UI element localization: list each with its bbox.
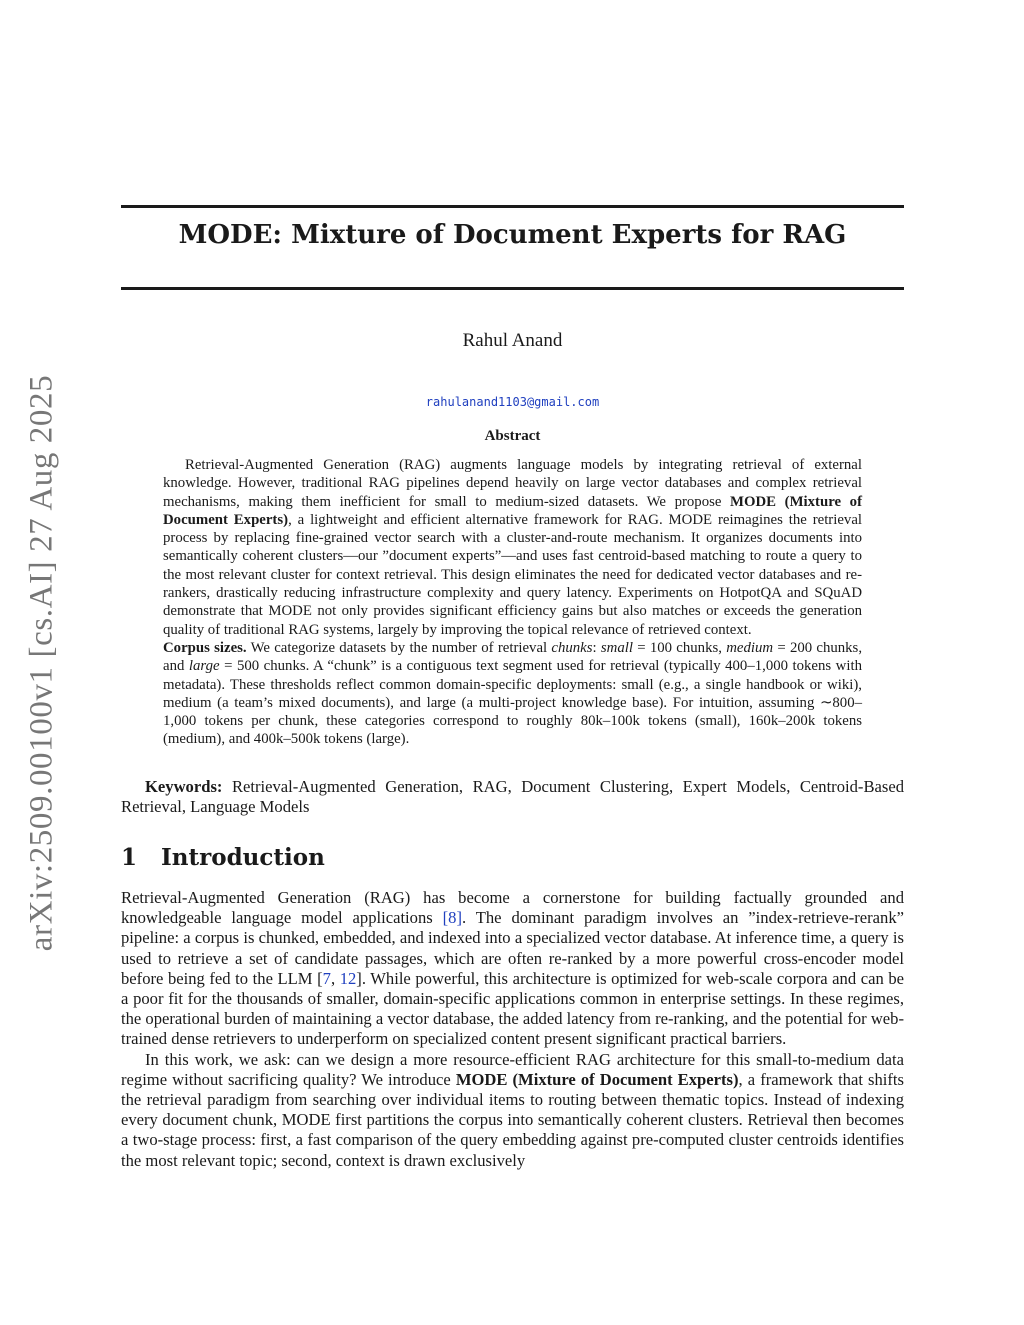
- abstract-text: , a lightweight and efficient alternative framework for RAG. MODE reimagines the retrieval process by replacing fine-grained vector search with a cluster-and-route mechanism. It organizes documents into semantically coherent clusters—our ”document experts”—and uses fast centroid-based matching to route a query to the most relevant cluster for context retrieval. This design eliminates the need for dedicated vector databases and re-rankers, drastically reducing infrastructure complexity and query latency. Experiments on HotpotQA and SQuAD demonstrate that MODE not only provides significant efficiency gains but also matches or exceeds the generation quality of traditional RAG systems, largely by improving the topical relevance of retrieved context.: [163, 511, 862, 638]
- section-number: 1: [121, 844, 138, 871]
- abstract-mode-name: MODE (Mixture of Document Experts): [163, 493, 862, 528]
- intro-text: ,: [330, 968, 340, 988]
- corpus-sizes-paragraph: [163, 639, 862, 749]
- corpus-text: = 500 chunks. A “chunk” is a contiguous text segment used for retrieval (typically 400–1,000 tokens with metadata). These thresholds reflect common domain-specific deployments: small (e.g., a single handbook or wiki), medium (a team’s mixed documents), and large (a multi-project knowledge base). For intuition, assuming ∼800–1,000 tokens per chunk, these categories correspond to roughly 80k–100k tokens (small), 160k–200k tokens (medium), and 400k–500k tokens (large).: [163, 658, 862, 748]
- keywords-text: Retrieval-Augmented Generation, RAG, Document Clustering, Expert Models, Centroid-Based Retrieval, Language Models: [121, 777, 904, 816]
- corpus-term-large: large: [188, 658, 220, 675]
- intro-paragraph-2: [121, 1050, 904, 1171]
- corpus-term-chunks: chunks: [551, 639, 593, 656]
- citation-link[interactable]: [8]: [442, 908, 462, 928]
- corpus-text: = 200 chunks, and: [163, 639, 863, 675]
- abstract-paragraph: [163, 456, 862, 639]
- paper-title: MODE: Mixture of Document Experts for RAG: [178, 220, 847, 250]
- intro-text: , a framework that shifts the retrieval paradigm from searching over individual items to routing between thematic topics. Instead of indexing every document chunk, MODE first partitions the corpus into semantically coherent clusters. Retrieval then becomes a two-stage process: first, a fast comparison of the query embedding against pre-computed cluster centroids identifies the most relevant topic; second, context is drawn exclusively: [121, 1069, 904, 1170]
- corpus-text: We categorize datasets by the number of retrieval: [246, 639, 552, 656]
- corpus-text: = 100 chunks,: [632, 639, 727, 656]
- section-heading-introduction: [121, 844, 325, 871]
- abstract-heading: Abstract: [484, 428, 541, 444]
- intro-text: Retrieval-Augmented Generation (RAG) has become a cornerstone for building factually grounded and knowledgeable language model applications: [121, 888, 904, 928]
- intro-text: . The dominant paradigm involves an ”index-retrieve-rerank” pipeline: a corpus is chunked, embedded, and indexed into a specialized vector database. At inference time, a query is used to retrieve a set of candidate passages, which are often re-ranked by a more powerful cross-encoder model before being fed to the LLM [: [121, 908, 904, 988]
- section-title: Introduction: [161, 844, 325, 871]
- abstract-body: [163, 456, 862, 749]
- abstract-text: Retrieval-Augmented Generation (RAG) augments language models by integrating retrieval of external knowledge. However, traditional RAG pipelines depend heavily on large vector databases and complex retrieval mechanisms, making them inefficient for small to medium-sized datasets. We propose: [163, 457, 862, 510]
- author-email-link[interactable]: rahulanand1103@gmail.com: [425, 395, 600, 409]
- corpus-term-small: small: [600, 639, 633, 656]
- title-rule-bottom: [121, 287, 904, 290]
- title-rule-top: [121, 205, 904, 208]
- arxiv-identifier: arXiv:2509.00100v1 [cs.AI] 27 Aug 2025: [23, 374, 60, 952]
- keywords-label: Keywords:: [145, 777, 223, 796]
- corpus-sizes-label: Corpus sizes.: [163, 639, 247, 656]
- intro-text: In this work, we ask: can we design a more resource-efficient RAG architecture for this small-to-medium data regime without sacrificing quality? We introduce: [121, 1049, 904, 1089]
- corpus-text: :: [592, 639, 601, 656]
- corpus-term-medium: medium: [726, 639, 774, 656]
- citation-link[interactable]: 7: [322, 968, 331, 988]
- keywords-line: [121, 777, 904, 817]
- introduction-body: [121, 888, 904, 1171]
- intro-text: ]. While powerful, this architecture is optimized for web-scale corpora and can be a poor fit for the thousands of smaller, domain-specific applications common in enterprise settings. In these regimes, the operational burden of maintaining a vector database, the added latency from re-ranking, and the potential for web-trained dense retrievers to underperform on specialized content present significant practical barriers.: [121, 968, 904, 1049]
- citation-link[interactable]: 12: [339, 968, 357, 988]
- intro-mode-name: MODE (Mixture of Document Experts): [455, 1069, 739, 1089]
- author-name: Rahul Anand: [462, 330, 563, 351]
- intro-paragraph-1: [121, 888, 904, 1050]
